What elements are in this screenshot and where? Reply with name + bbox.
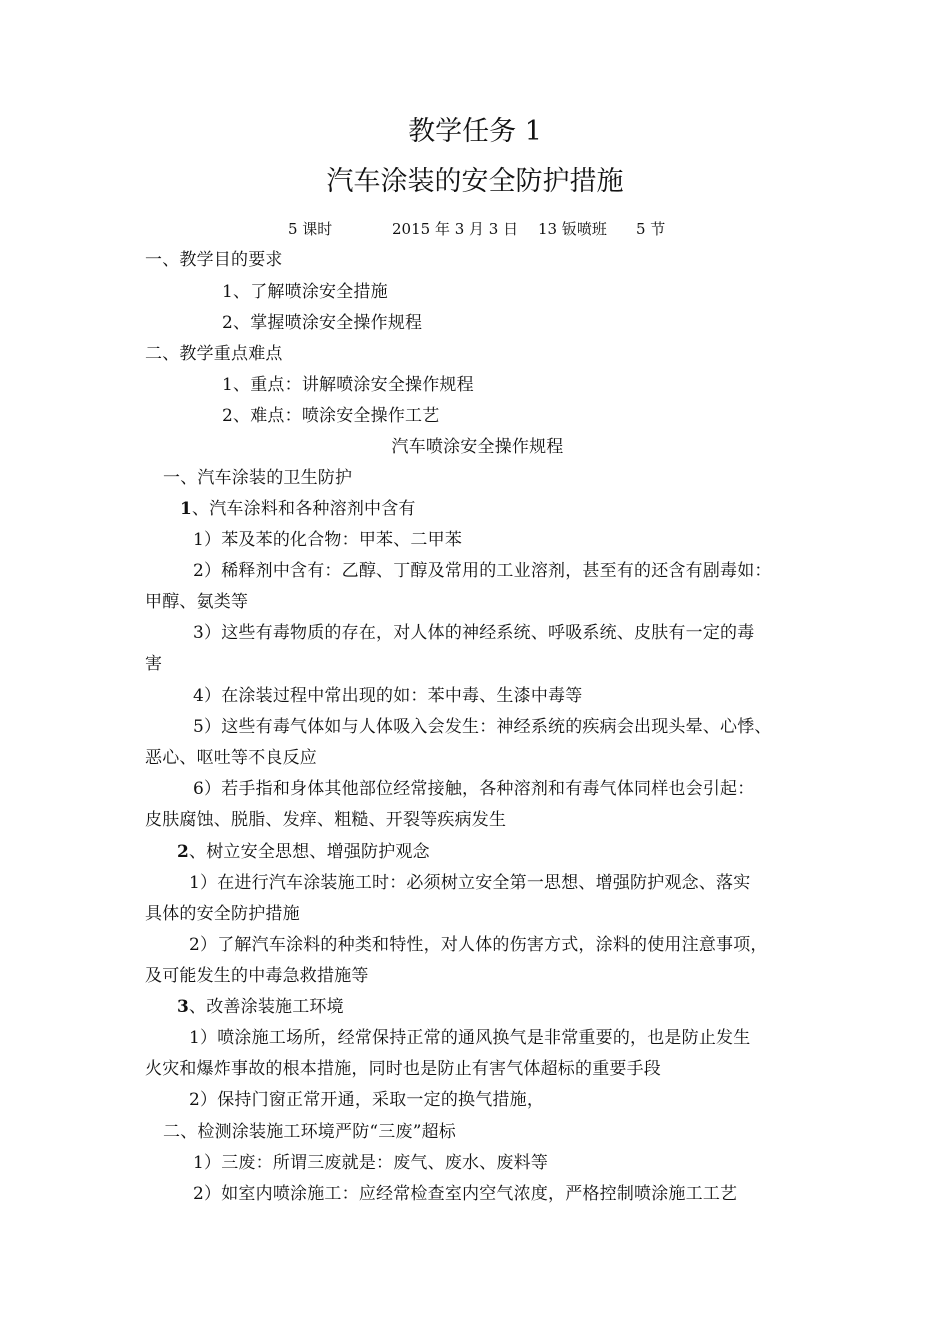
meta-section: 5 节 — [636, 220, 666, 238]
paragraph-line: 皮肤腐蚀、脱脂、发痒、粗糙、开裂等疾病发生 — [145, 810, 507, 830]
sub3-number: 3 — [177, 997, 190, 1017]
meta-date: 2015 年 3 月 3 日 — [392, 220, 519, 238]
paragraph-line: 5）这些有毒气体如与人体吸入会发生：神经系统的疾病会出现头晕、心悸、 — [193, 717, 772, 737]
keypoint-item: 2、难点：喷涂安全操作工艺 — [222, 406, 440, 426]
paragraph-line: 1）在进行汽车涂装施工时：必须树立安全第一思想、增强防护观念、落实 — [189, 873, 751, 893]
sub3-text: 、改善涂装施工环境 — [189, 997, 344, 1017]
objectives-heading: 一、教学目的要求 — [145, 250, 283, 270]
meta-class: 13 钣喷班 — [538, 220, 607, 238]
objective-item: 1、了解喷涂安全措施 — [222, 282, 388, 302]
part1-heading: 一、汽车涂装的卫生防护 — [163, 468, 353, 488]
sub2-heading — [177, 841, 842, 863]
sub1-text: 、汽车涂料和各种溶剂中含有 — [192, 499, 416, 519]
paragraph-line: 3）这些有毒物质的存在，对人体的神经系统、呼吸系统、皮肤有一定的毒 — [193, 623, 755, 643]
objective-item: 2、掌握喷涂安全操作规程 — [222, 313, 423, 333]
paragraph-line: 4）在涂装过程中常出现的如：苯中毒、生漆中毒等 — [193, 686, 583, 706]
keypoint-item: 1、重点：讲解喷涂安全操作规程 — [222, 375, 474, 395]
paragraph-line: 1）苯及苯的化合物：甲苯、二甲苯 — [193, 530, 463, 550]
document-subtitle: 汽车涂装的安全防护措施 — [326, 166, 624, 197]
paragraph-line: 2）了解汽车涂料的种类和特性，对人体的伤害方式，涂料的使用注意事项， — [189, 935, 768, 955]
paragraph-line: 2）保持门窗正常开通，采取一定的换气措施， — [189, 1090, 545, 1110]
sub1-heading — [180, 498, 845, 520]
paragraph-line: 2）稀释剂中含有：乙醇、丁醇及常用的工业溶剂，甚至有的还含有剧毒如： — [193, 561, 772, 581]
sub3-heading — [177, 996, 842, 1018]
meta-hours: 5 课时 — [288, 220, 333, 238]
paragraph-line: 1）三废：所谓三废就是：废气、废水、废料等 — [193, 1153, 549, 1173]
paragraph-line: 2）如室内喷涂施工：应经常检查室内空气浓度，严格控制喷涂施工工艺 — [193, 1184, 738, 1204]
paragraph-line: 害 — [145, 654, 163, 674]
sub1-number: 1 — [180, 499, 193, 519]
paragraph-line: 火灾和爆炸事故的根本措施，同时也是防止有害气体超标的重要手段 — [145, 1059, 661, 1079]
document-title: 教学任务 1 — [408, 116, 542, 147]
section-title: 汽车喷涂安全操作规程 — [391, 437, 564, 457]
paragraph-line: 甲醇、氨类等 — [145, 592, 249, 612]
paragraph-line: 恶心、呕吐等不良反应 — [145, 748, 317, 768]
paragraph-line: 及可能发生的中毒急救措施等 — [145, 966, 369, 986]
paragraph-line: 具体的安全防护措施 — [145, 904, 300, 924]
sub2-number: 2 — [177, 842, 190, 862]
paragraph-line: 6）若手指和身体其他部位经常接触，各种溶剂和有毒气体同样也会引起： — [193, 779, 755, 799]
paragraph-line: 1）喷涂施工场所，经常保持正常的通风换气是非常重要的，也是防止发生 — [189, 1028, 751, 1048]
keypoints-heading: 二、教学重点难点 — [145, 344, 283, 364]
sub2-text: 、树立安全思想、增强防护观念 — [189, 842, 430, 862]
part2-heading: 二、检测涂装施工环境严防“三废”超标 — [163, 1122, 456, 1142]
